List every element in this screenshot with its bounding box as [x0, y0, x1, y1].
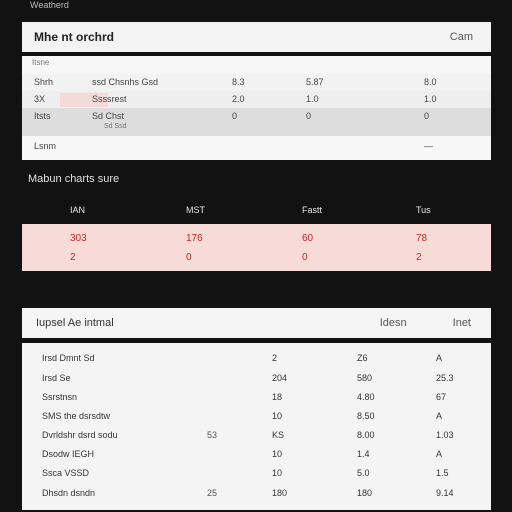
table-cell: Dsodw IEGH: [42, 449, 95, 459]
table-cell: 0: [424, 111, 430, 121]
table-cell: 8.0: [424, 77, 437, 87]
summary-subheader: Itsne: [32, 58, 50, 67]
table-cell: 0: [186, 252, 192, 263]
table-cell: 25: [207, 488, 218, 498]
table-cell: 18: [272, 392, 283, 402]
table-cell: 0: [306, 111, 312, 121]
table-cell: 10: [272, 449, 283, 459]
column-header[interactable]: Tus: [416, 205, 431, 215]
table-cell: Itsts: [34, 111, 51, 121]
table-header-row: [22, 205, 491, 221]
summary-table: [22, 56, 491, 160]
table-cell: 5.0: [357, 468, 370, 478]
table-cell: 1.5: [436, 468, 449, 478]
row-note: Sd Ssd: [104, 123, 127, 130]
alert-table: [22, 224, 491, 271]
table-cell: Lsnm: [34, 141, 57, 151]
table-row[interactable]: [22, 91, 491, 108]
page-caption: Weatherd: [30, 0, 69, 10]
table-cell: 3X: [34, 94, 46, 104]
table-cell: Irsd Dmnt Sd: [42, 353, 95, 363]
table-cell: SMS the dsrsdtw: [42, 411, 111, 421]
table-cell: Shrh: [34, 77, 54, 87]
table-cell: 8.00: [357, 430, 375, 440]
table-cell: 2.0: [232, 94, 245, 104]
table-cell: Ssrstnsn: [42, 392, 78, 402]
column-header[interactable]: Fastt: [302, 205, 323, 215]
table-cell: 180: [272, 488, 288, 498]
table-row[interactable]: [22, 349, 491, 368]
table-cell: Z6: [357, 353, 368, 363]
table-cell: A: [436, 353, 443, 363]
table-cell: —: [424, 141, 433, 151]
table-cell: 8.3: [232, 77, 245, 87]
table-cell: 53: [207, 430, 218, 440]
table-cell: 0: [232, 111, 238, 121]
panel-header-details: [22, 308, 491, 338]
table-row[interactable]: [22, 230, 491, 248]
table-cell: Dhsdn dsndn: [42, 488, 96, 498]
table-cell: 4.80: [357, 392, 375, 402]
table-cell: 176: [186, 233, 203, 244]
table-cell: 303: [70, 233, 87, 244]
table-cell: 60: [302, 233, 314, 244]
table-cell: 10: [272, 411, 283, 421]
table-cell: Ssssrest: [92, 94, 127, 104]
table-cell: 1.0: [306, 94, 319, 104]
table-cell: Ssca VSSD: [42, 468, 90, 478]
table-cell: A: [436, 411, 443, 421]
table-row-selected[interactable]: [22, 108, 491, 136]
panel-header-right-label[interactable]: Cam: [449, 31, 473, 43]
table-cell: 5.87: [306, 77, 324, 87]
column-header[interactable]: IAN: [70, 205, 86, 215]
table-cell: 67: [436, 392, 447, 402]
table-row[interactable]: [22, 138, 491, 155]
panel-title: Iupsel Ae intmal: [36, 317, 114, 329]
details-table: [22, 343, 491, 510]
panel-title: Mhe nt orchrd: [34, 30, 114, 44]
table-row[interactable]: [22, 464, 491, 483]
column-header[interactable]: MST: [186, 205, 205, 215]
table-cell: 1.0: [424, 94, 437, 104]
table-cell: A: [436, 449, 443, 459]
column-header[interactable]: Idesn: [379, 317, 407, 329]
table-cell: 25.3: [436, 373, 454, 383]
table-row[interactable]: [22, 249, 491, 267]
section-title: Mabun charts sure: [28, 173, 120, 185]
column-header[interactable]: Inet: [452, 317, 471, 329]
table-cell: 1.03: [436, 430, 454, 440]
table-cell: 2: [272, 353, 278, 363]
table-row[interactable]: [22, 369, 491, 388]
panel-header-summary: [22, 22, 491, 52]
table-cell: 78: [416, 233, 428, 244]
table-row[interactable]: [22, 407, 491, 426]
table-cell: KS: [272, 430, 285, 440]
table-cell: 180: [357, 488, 373, 498]
table-cell: 0: [302, 252, 308, 263]
table-cell: Dvrldshr dsrd sodu: [42, 430, 118, 440]
table-cell: ssd Chsnhs Gsd: [92, 77, 159, 87]
table-cell: 1.4: [357, 449, 370, 459]
table-cell: 2: [70, 252, 76, 263]
table-cell: 580: [357, 373, 373, 383]
table-cell: 9.14: [436, 488, 454, 498]
table-cell: 204: [272, 373, 288, 383]
table-cell: 2: [416, 252, 422, 263]
table-row[interactable]: [22, 388, 491, 407]
table-cell: 8.50: [357, 411, 375, 421]
table-cell: Irsd Se: [42, 373, 71, 383]
table-row[interactable]: [22, 445, 491, 464]
table-row[interactable]: [22, 74, 491, 91]
table-cell: 10: [272, 468, 283, 478]
table-row[interactable]: [22, 484, 491, 503]
table-row[interactable]: [22, 426, 491, 445]
table-cell: Sd Chst: [92, 111, 125, 121]
